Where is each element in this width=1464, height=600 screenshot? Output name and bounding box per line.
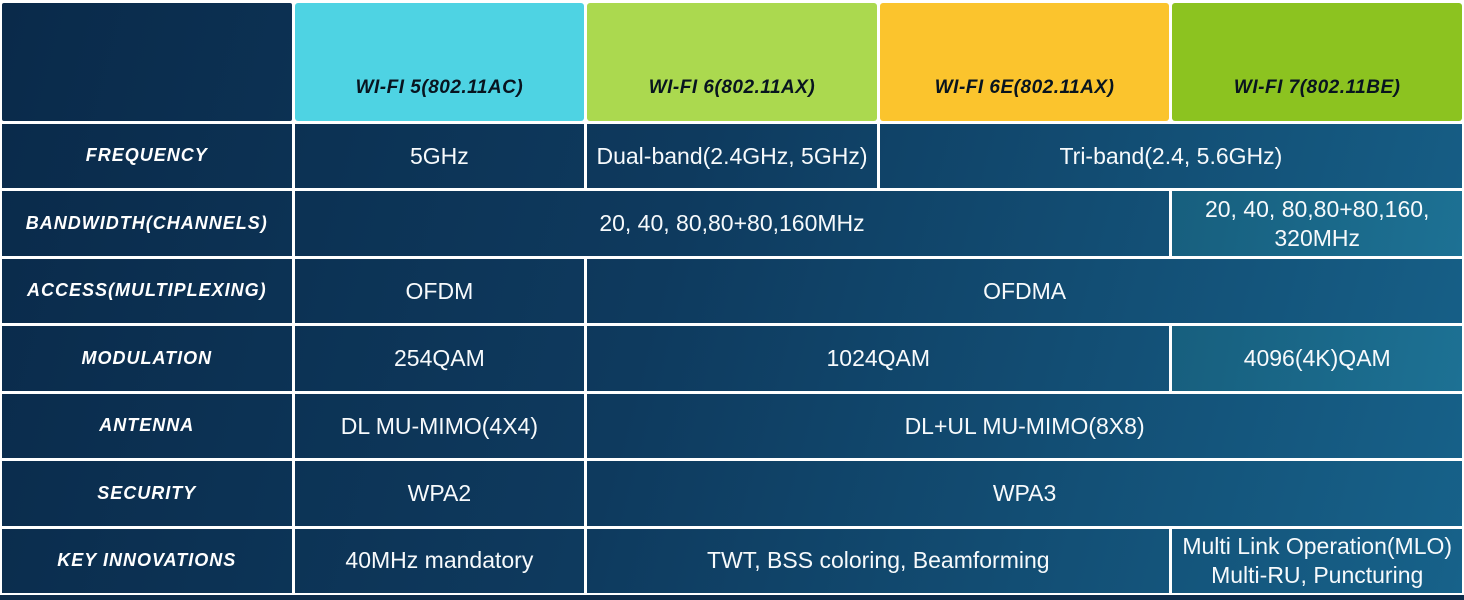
cell-frequency-wifi6: Dual-band(2.4GHz, 5GHz) [587, 124, 877, 188]
row-label-antenna: ANTENNA [2, 394, 292, 458]
cell-security-wifi5: WPA2 [295, 461, 585, 525]
cell-modulation-wifi6-6e: 1024QAM [587, 326, 1169, 390]
cell-frequency-wifi5: 5GHz [295, 124, 585, 188]
row-label-bandwidth: BANDWIDTH(CHANNELS) [2, 191, 292, 255]
cell-innovations-wifi7: Multi Link Operation(MLO) Multi-RU, Puncturing [1172, 529, 1462, 593]
cell-security-wifi6-6e-7: WPA3 [587, 461, 1462, 525]
cell-access-wifi5: OFDM [295, 259, 585, 323]
row-label-key-innovations: KEY INNOVATIONS [2, 529, 292, 593]
column-header-wifi7: WI-FI 7(802.11BE) [1172, 3, 1462, 121]
cell-bandwidth-wifi7: 20, 40, 80,80+80,160, 320MHz [1172, 191, 1462, 255]
row-label-access: ACCESS(MULTIPLEXING) [2, 259, 292, 323]
cell-antenna-wifi5: DL MU-MIMO(4X4) [295, 394, 585, 458]
cell-innovations-wifi6-6e: TWT, BSS coloring, Beamforming [587, 529, 1169, 593]
cell-frequency-wifi6e-7: Tri-band(2.4, 5.6GHz) [880, 124, 1462, 188]
cell-bandwidth-wifi5-6-6e: 20, 40, 80,80+80,160MHz [295, 191, 1170, 255]
row-label-frequency: FREQUENCY [2, 124, 292, 188]
table-corner-cell [2, 3, 292, 121]
column-header-wifi6: WI-FI 6(802.11AX) [587, 3, 877, 121]
row-label-modulation: MODULATION [2, 326, 292, 390]
cell-modulation-wifi5: 254QAM [295, 326, 585, 390]
column-header-wifi6e: WI-FI 6E(802.11AX) [880, 3, 1170, 121]
cell-antenna-wifi6-6e-7: DL+UL MU-MIMO(8X8) [587, 394, 1462, 458]
column-header-wifi5: WI-FI 5(802.11AC) [295, 3, 585, 121]
cell-access-wifi6-6e-7: OFDMA [587, 259, 1462, 323]
cell-innovations-wifi5: 40MHz mandatory [295, 529, 585, 593]
cell-modulation-wifi7: 4096(4K)QAM [1172, 326, 1462, 390]
row-label-security: SECURITY [2, 461, 292, 525]
